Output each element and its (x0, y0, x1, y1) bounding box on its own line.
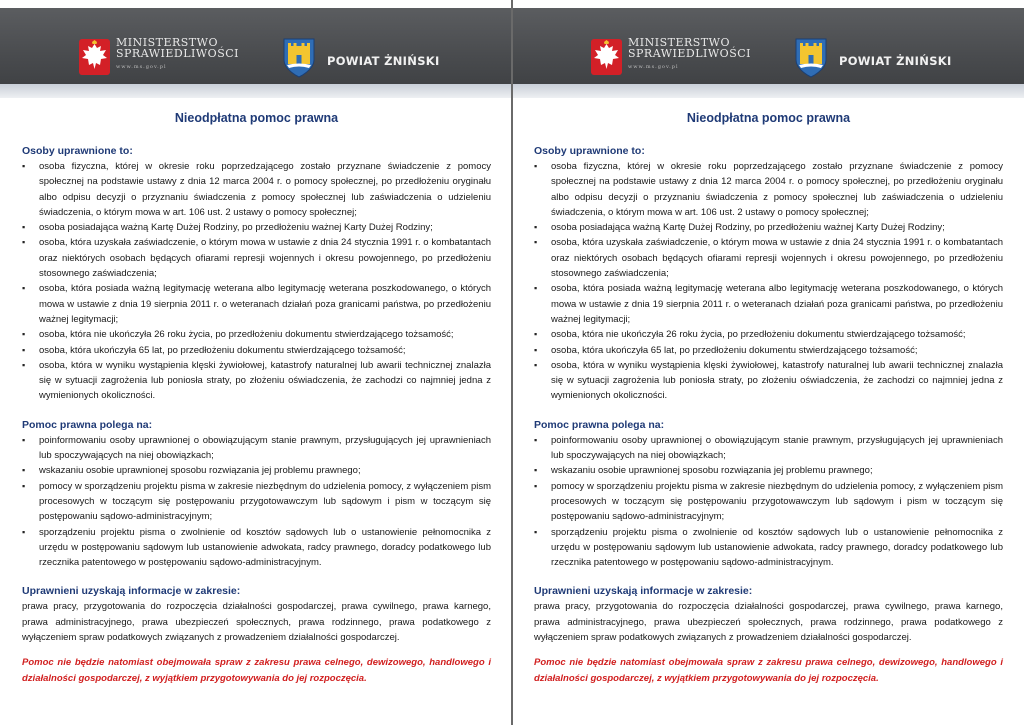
leaflet-content (22, 108, 491, 686)
consists-heading: Pomoc prawna polega na: (534, 418, 665, 431)
page-divider (511, 0, 513, 725)
list-item: ▪ wskazaniu osobie uprawnionej sposobu rozwiązania jej problemu prawnego; (22, 463, 491, 478)
list-item: ▪ osoba fizyczna, której w okresie roku poprzedzającego zostało przyznane świadczenie z pomocy społecznej na podstawie ustawy z dnia 12 marca 2004 r. o pomocy społecznej, po przedłożeniu oryginału albo odpisu decyzji o przyznaniu świadczenia z pomocy społecznej lub zaświadczenia o udzieleniu świadczenia, o którym mowa w art. 106 ust. 2 ustawy o pomocy społecznej; (534, 159, 1003, 220)
ministry-line2: SPRAWIEDLIWOŚCI (116, 47, 239, 60)
header-banner (0, 8, 512, 84)
list-item: ▪ osoba, która ukończyła 65 lat, po przedłożeniu dokumentu stwierdzającego tożsamość; (22, 343, 491, 358)
leaflet-content (534, 108, 1003, 686)
list-item: ▪ poinformowaniu osoby uprawnionej o obowiązującym stanie prawnym, przysługujących jej uprawnieniach lub spoczywających na niej obowiązkach; (22, 433, 491, 464)
coat-of-arms-icon (283, 38, 315, 78)
scope-heading: Uprawnieni uzyskają informacje w zakresie: (22, 585, 241, 598)
list-item: ▪ osoba, która nie ukończyła 26 roku życia, po przedłożeniu dokumentu stwierdzającego tożsamość; (534, 327, 1003, 342)
ministry-logo-text (116, 37, 239, 73)
consists-list (22, 433, 491, 571)
scope-text: prawa pracy, przygotowania do rozpoczęcia działalności gospodarczej, prawa cywilnego, prawa karnego, prawa administracyjnego, prawa ubezpieczeń społecznych, prawa rodzinnego, prawa podatkowego z wyłączeniem spraw podatkowych związanych z prowadzeniem działalności gospodarczej. (534, 601, 1003, 644)
consists-list (534, 433, 1003, 571)
county-name: POWIAT ŻNIŃSKI (839, 54, 952, 68)
leaflet-page-right (512, 0, 1024, 725)
ministry-line1: MINISTERSTWO (116, 36, 218, 49)
header-banner (512, 8, 1024, 84)
page-title: Nieodpłatna pomoc prawna (174, 111, 339, 125)
scope-heading: Uprawnieni uzyskają informacje w zakresie: (534, 585, 753, 598)
ministry-url: www.ms.gov.pl (116, 64, 167, 70)
eligible-list (22, 159, 491, 404)
ministry-line2: SPRAWIEDLIWOŚCI (628, 47, 751, 60)
header-shadow (0, 84, 512, 98)
eligible-heading: Osoby uprawnione to: (534, 145, 645, 157)
list-item: ▪ osoba, która nie ukończyła 26 roku życia, po przedłożeniu dokumentu stwierdzającego tożsamość; (22, 327, 491, 342)
list-item: ▪ sporządzeniu projektu pisma o zwolnienie od kosztów sądowych lub o ustanowienie pełnomocnika z urzędu w postępowaniu sądowym lub ustanowienie adwokata, radcy prawnego, doradcy podatkowego lub rzecznika patentowego w postępowaniu sądowo-administracyjnym. (22, 525, 491, 571)
eligible-list (534, 159, 1003, 404)
list-item: ▪ osoba, która w wyniku wystąpienia klęski żywiołowej, katastrofy naturalnej lub awarii technicznej znalazła się w sytuacji zagrożenia lub poniosła straty, po złożeniu oświadczenia, że zachodzi co najmniej jedna z wymienionych okoliczności. (534, 358, 1003, 404)
list-item: ▪ pomocy w sporządzeniu projektu pisma w zakresie niezbędnym do udzielenia pomocy, z wyłączeniem pism procesowych w toczącym się postępowaniu przygotowawczym lub sądowym i pism w toczącym się postępowaniu sądowo-administracyjnym; (22, 479, 491, 525)
list-item: ▪ osoba posiadająca ważną Kartę Dużej Rodziny, po przedłożeniu ważnej Karty Dużej Rodziny; (22, 220, 491, 235)
list-item: ▪ osoba, która w wyniku wystąpienia klęski żywiołowej, katastrofy naturalnej lub awarii technicznej znalazła się w sytuacji zagrożenia lub poniosła straty, po złożeniu oświadczenia, że zachodzi co najmniej jedna z wymienionych okoliczności. (22, 358, 491, 404)
exclusion-note: Pomoc nie będzie natomiast obejmowała spraw z zakresu prawa celnego, dewizowego, handlowego i działalności gospodarczej, z wyjątkiem przygotowywania do jej rozpoczęcia. (534, 657, 1003, 684)
list-item: ▪ pomocy w sporządzeniu projektu pisma w zakresie niezbędnym do udzielenia pomocy, z wyłączeniem pism procesowych w toczącym się postępowaniu przygotowawczym lub sądowym i pism w toczącym się postępowaniu sądowo-administracyjnym; (534, 479, 1003, 525)
header-shadow (512, 84, 1024, 98)
coat-of-arms-icon (795, 38, 827, 78)
list-item: ▪ osoba fizyczna, której w okresie roku poprzedzającego zostało przyznane świadczenie z pomocy społecznej na podstawie ustawy z dnia 12 marca 2004 r. o pomocy społecznej, po przedłożeniu oryginału albo odpisu decyzji o przyznaniu świadczenia z pomocy społecznej lub zaświadczenia o udzieleniu świadczenia, o którym mowa w art. 106 ust. 2 ustawy o pomocy społecznej; (22, 159, 491, 220)
list-item: ▪ osoba posiadająca ważną Kartę Dużej Rodziny, po przedłożeniu ważnej Karty Dużej Rodziny; (534, 220, 1003, 235)
list-item: ▪ osoba, która uzyskała zaświadczenie, o którym mowa w ustawie z dnia 24 stycznia 1991 r. o kombatantach oraz niektórych osobach będących ofiarami represji wojennych i okresu powojennego, po przedłożeniu stosownego zaświadczenia; (22, 235, 491, 281)
page-title: Nieodpłatna pomoc prawna (686, 111, 851, 125)
consists-heading: Pomoc prawna polega na: (22, 418, 153, 431)
polish-eagle-icon (79, 39, 110, 75)
list-item: ▪ osoba, która posiada ważną legitymację weterana albo legitymację weterana poszkodowanego, o których mowa w ustawie z dnia 19 sierpnia 2011 r. o weteranach działań poza granicami państwa, po przedłożeniu ważnej legitymacji; (22, 281, 491, 327)
list-item: ▪ wskazaniu osobie uprawnionej sposobu rozwiązania jej problemu prawnego; (534, 463, 1003, 478)
list-item: ▪ osoba, która posiada ważną legitymację weterana albo legitymację weterana poszkodowanego, o których mowa w ustawie z dnia 19 sierpnia 2011 r. o weteranach działań poza granicami państwa, po przedłożeniu ważnej legitymacji; (534, 281, 1003, 327)
eligible-heading: Osoby uprawnione to: (22, 145, 133, 157)
ministry-line1: MINISTERSTWO (628, 36, 730, 49)
list-item: ▪ osoba, która uzyskała zaświadczenie, o którym mowa w ustawie z dnia 24 stycznia 1991 r. o kombatantach oraz niektórych osobach będących ofiarami represji wojennych i okresu powojennego, po przedłożeniu stosownego zaświadczenia; (534, 235, 1003, 281)
list-item: ▪ osoba, która ukończyła 65 lat, po przedłożeniu dokumentu stwierdzającego tożsamość; (534, 343, 1003, 358)
county-name: POWIAT ŻNIŃSKI (327, 54, 440, 68)
ministry-logo-text (628, 37, 751, 73)
list-item: ▪ poinformowaniu osoby uprawnionej o obowiązującym stanie prawnym, przysługujących jej uprawnieniach lub spoczywających na niej obowiązkach; (534, 433, 1003, 464)
exclusion-note: Pomoc nie będzie natomiast obejmowała spraw z zakresu prawa celnego, dewizowego, handlowego i działalności gospodarczej, z wyjątkiem przygotowywania do jej rozpoczęcia. (22, 657, 491, 684)
ministry-url: www.ms.gov.pl (628, 64, 679, 70)
polish-eagle-icon (591, 39, 622, 75)
scope-text: prawa pracy, przygotowania do rozpoczęcia działalności gospodarczej, prawa cywilnego, prawa karnego, prawa administracyjnego, prawa ubezpieczeń społecznych, prawa rodzinnego, prawa podatkowego z wyłączeniem spraw podatkowych związanych z prowadzeniem działalności gospodarczej. (22, 601, 491, 644)
list-item: ▪ sporządzeniu projektu pisma o zwolnienie od kosztów sądowych lub o ustanowienie pełnomocnika z urzędu w postępowaniu sądowym lub ustanowienie adwokata, radcy prawnego, doradcy podatkowego lub rzecznika patentowego w postępowaniu sądowo-administracyjnym. (534, 525, 1003, 571)
